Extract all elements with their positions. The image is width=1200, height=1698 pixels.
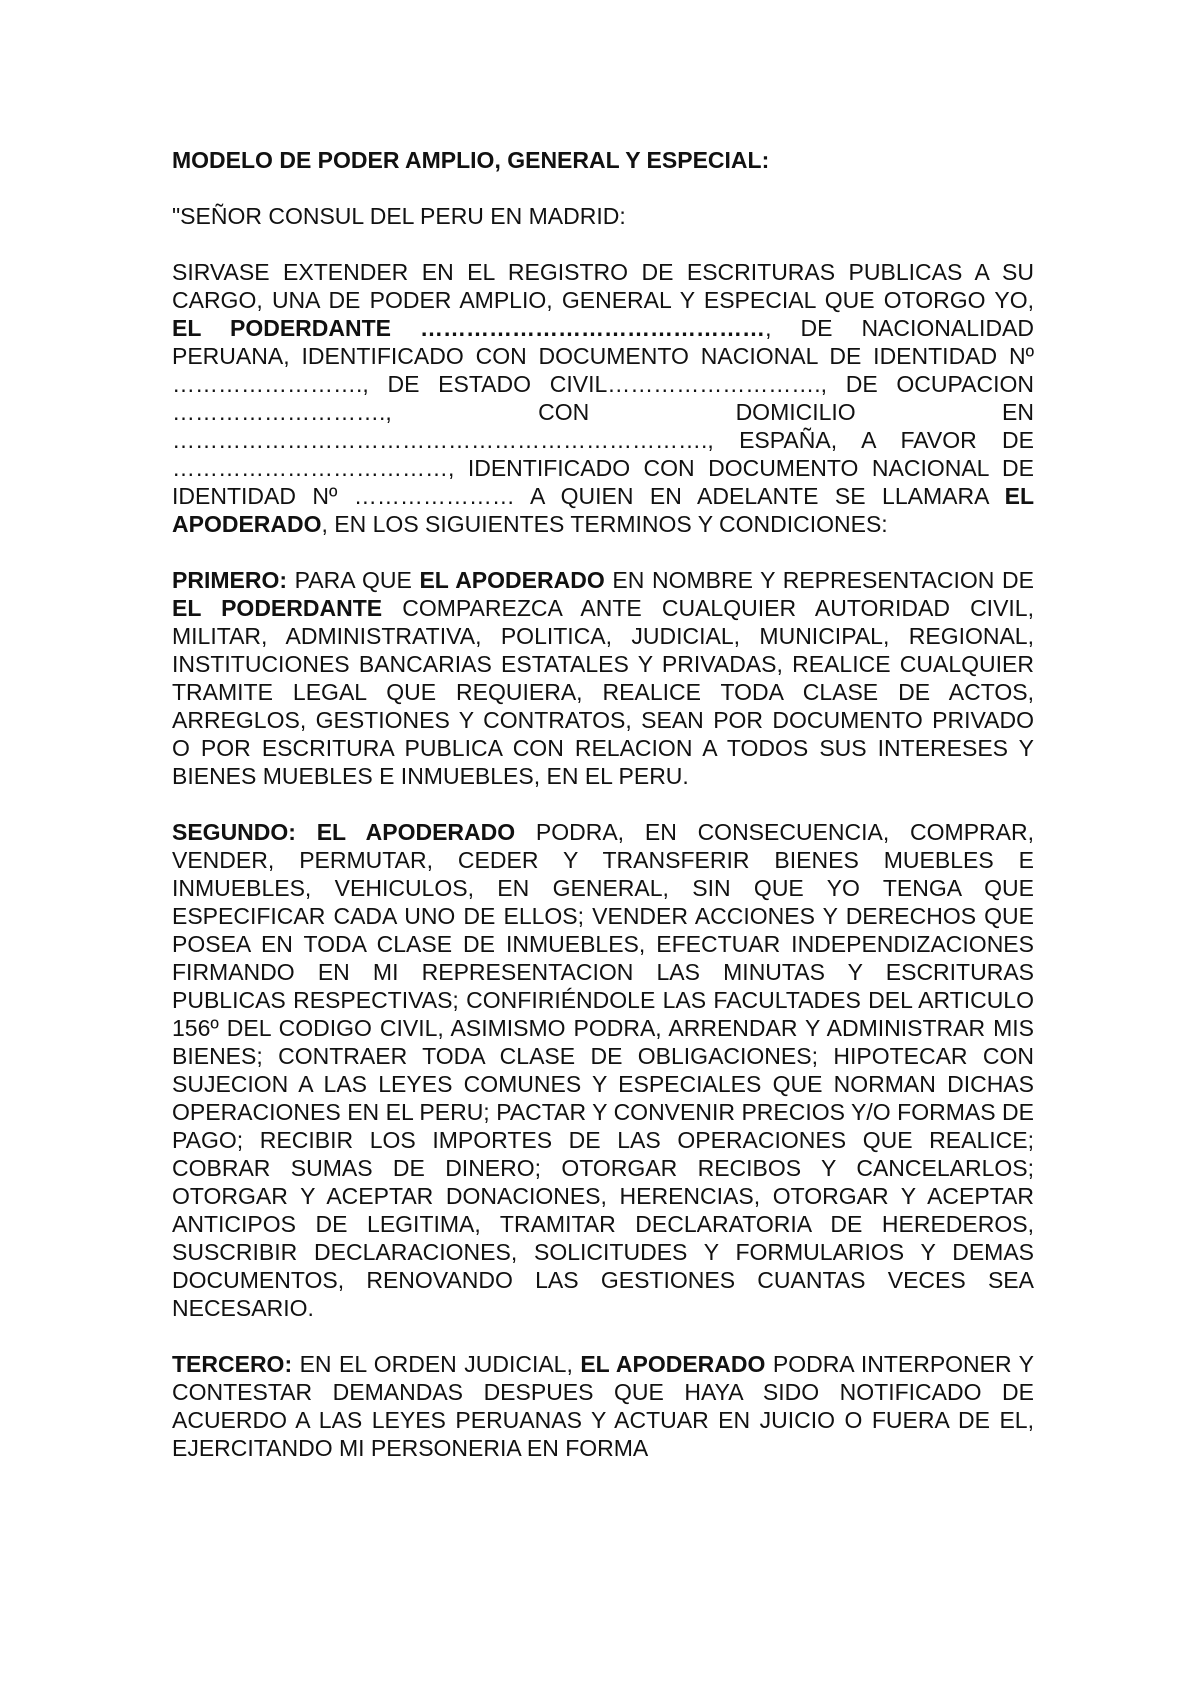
segundo-heading: SEGUNDO: EL APODERADO <box>172 819 516 845</box>
intro-bold-apoderado: EL APODERADO <box>172 483 1034 537</box>
tercero-heading: TERCERO: <box>172 1351 293 1377</box>
document-page <box>172 146 1034 1490</box>
primero-text-2: EN NOMBRE Y REPRESENTACION DE <box>604 567 1035 593</box>
tercero-text-2: PODRA INTERPONER Y CONTESTAR DEMANDAS DESPUES QUE HAYA SIDO NOTIFICADO DE ACUERDO A LAS LEYES PERUANAS Y ACTUAR EN JUICIO O FUERA DE EL, EJERCITANDO MI PERSONERIA EN FORMA <box>172 1351 1034 1461</box>
tercero-paragraph <box>172 1350 1034 1462</box>
primero-heading: PRIMERO: <box>172 567 287 593</box>
segundo-text-1: PODRA, EN CONSECUENCIA, COMPRAR, VENDER, PERMUTAR, CEDER Y TRANSFERIR BIENES MUEBLES E INMUEBLES, VEHICULOS, EN GENERAL, SIN QUE YO TENGA QUE ESPECIFICAR CADA UNO DE ELLOS; VENDER ACCIONES Y DERECHOS QUE POSEA EN TODA CLASE DE INMUEBLES, EFECTUAR INDEPENDIZACIONES FIRMANDO EN MI REPRESENTACION LAS MINUTAS Y ESCRITURAS PUBLICAS RESPECTIVAS; CONFIRIÉNDOLE LAS FACULTADES DEL ARTICULO 156º DEL CODIGO CIVIL, ASIMISMO PODRA, ARRENDAR Y ADMINISTRAR MIS BIENES; CONTRAER TODA CLASE DE OBLIGACIONES; HIPOTECAR CON SUJECION A LAS LEYES COMUNES Y ESPECIALES QUE NORMAN DICHAS OPERACIONES EN EL PERU; PACTAR Y CONVENIR PRECIOS Y/O FORMAS DE PAGO; RECIBIR LOS IMPORTES DE LAS OPERACIONES QUE REALICE; COBRAR SUMAS DE DINERO; OTORGAR RECIBOS Y CANCELARLOS; OTORGAR Y ACEPTAR DONACIONES, HERENCIAS, OTORGAR Y ACEPTAR ANTICIPOS DE LEGITIMA, TRAMITAR DECLARATORIA DE HEREDEROS, SUSCRIBIR DECLARACIONES, SOLICITUDES Y FORMULARIOS Y DEMAS DOCUMENTOS, RENOVANDO LAS GESTIONES CUANTAS VECES SEA NECESARIO. <box>172 819 1034 1321</box>
salutation: "SEÑOR CONSUL DEL PERU EN MADRID: <box>172 203 626 229</box>
primero-text-1: PARA QUE <box>287 567 420 593</box>
primero-bold-apoderado: EL APODERADO <box>419 567 605 593</box>
intro-text-2: , DE NACIONALIDAD PERUANA, IDENTIFICADO CON DOCUMENTO NACIONAL DE IDENTIDAD Nº ……………………., DE ESTADO CIVIL………………………., DE OCUPACION ………………………., CON DOMICILIO EN ……………………………………………………………., ESPAÑA, A FAVOR DE ………………………………, IDENTIFICADO CON DOCUMENTO NACIONAL DE IDENTIDAD Nº ………………… A QUIEN EN ADELANTE SE LLAMARA <box>172 315 1034 509</box>
intro-text-1: SIRVASE EXTENDER EN EL REGISTRO DE ESCRITURAS PUBLICAS A SU CARGO, UNA DE PODER AMPLIO, GENERAL Y ESPECIAL QUE OTORGO YO, <box>172 259 1034 313</box>
intro-text-3: , EN LOS SIGUIENTES TERMINOS Y CONDICIONES: <box>321 511 888 537</box>
primero-paragraph <box>172 566 1034 790</box>
intro-bold-poderdante: EL PODERDANTE ……………………………………… <box>172 315 766 341</box>
document-title: MODELO DE PODER AMPLIO, GENERAL Y ESPECIAL: <box>172 147 770 173</box>
primero-text-3: COMPAREZCA ANTE CUALQUIER AUTORIDAD CIVIL, MILITAR, ADMINISTRATIVA, POLITICA, JUDICIAL, MUNICIPAL, REGIONAL, INSTITUCIONES BANCARIAS ESTATALES Y PRIVADAS, REALICE CUALQUIER TRAMITE LEGAL QUE REQUIERA, REALICE TODA CLASE DE ACTOS, ARREGLOS, GESTIONES Y CONTRATOS, SEAN POR DOCUMENTO PRIVADO O POR ESCRITURA PUBLICA CON RELACION A TODOS SUS INTERESES Y BIENES MUEBLES E INMUEBLES, EN EL PERU. <box>172 595 1034 789</box>
segundo-paragraph <box>172 818 1034 1322</box>
intro-paragraph <box>172 258 1034 538</box>
tercero-text-1: EN EL ORDEN JUDICIAL, <box>292 1351 581 1377</box>
primero-bold-poderdante: EL PODERDANTE <box>172 595 383 621</box>
tercero-bold-apoderado: EL APODERADO <box>580 1351 766 1377</box>
